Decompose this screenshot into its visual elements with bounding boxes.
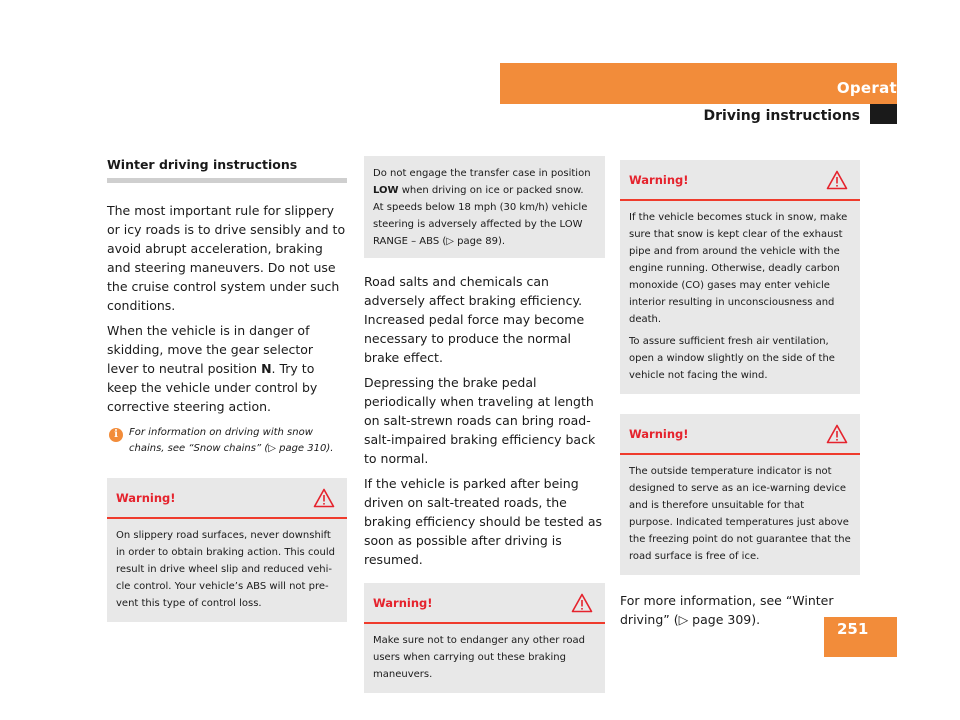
warning-header xyxy=(620,414,860,455)
text-run: when driving on ice or packed snow. At speeds below 18 mph (30 km/h) vehicle steering is adversely affected by the LOW RANGE – ABS (▷ page 89). xyxy=(373,185,588,247)
warning-box xyxy=(620,160,860,394)
header-marker xyxy=(870,104,897,124)
warning-paragraph: If the vehicle becomes stuck in snow, make sure that snow is kept clear of the exhaust pipe and from around the vehicle with the engine running. Otherwise, deadly carbon monoxide (CO) gases may enter vehicle interior resulting in unconsciousness and death. xyxy=(629,212,848,325)
section-title: Operation xyxy=(836,79,924,97)
right-column xyxy=(620,160,860,635)
section-heading: Winter driving instructions xyxy=(107,157,298,172)
info-box xyxy=(364,156,605,258)
gear-position: N xyxy=(261,361,272,376)
paragraph: Road salts and chemicals can adversely affect braking efficiency. Increased pedal force may become necessary to produce the normal brake effect. xyxy=(364,274,585,365)
page-number-box xyxy=(824,617,897,657)
warning-triangle-icon xyxy=(571,593,593,613)
range-label: LOW xyxy=(373,185,399,196)
warning-title: Warning! xyxy=(373,596,433,610)
warning-text: Make sure not to endanger any other road users when carrying out these braking maneuvers. xyxy=(373,635,586,680)
warning-title: Warning! xyxy=(629,427,689,441)
warning-paragraph: To assure sufficient fresh air ventilation, open a window slightly on the side of the vehicle not facing the wind. xyxy=(629,336,835,381)
warning-header xyxy=(620,160,860,201)
warning-header xyxy=(364,583,605,624)
warning-triangle-icon xyxy=(826,170,848,190)
warning-box xyxy=(620,414,860,575)
warning-box xyxy=(107,478,347,622)
page-number: 251 xyxy=(837,620,869,638)
text-run: Do not engage the transfer case in position xyxy=(373,168,591,179)
text-run: . Try to keep the vehicle under control by corrective steering action. xyxy=(107,361,318,414)
info-icon: i xyxy=(109,428,123,442)
warning-header xyxy=(107,478,347,519)
info-note xyxy=(107,425,347,457)
paragraph: Depressing the brake pedal periodically when traveling at length on salt-strewn roads can bring road-salt-impaired braking efficiency back to normal. xyxy=(364,375,596,466)
warning-title: Warning! xyxy=(629,173,689,187)
warning-title: Warning! xyxy=(116,491,176,505)
note-text: For information on driving with snow chains, see “Snow chains” (▷ page 310). xyxy=(129,427,334,454)
warning-triangle-icon xyxy=(313,488,335,508)
warning-text: The outside temperature indicator is not designed to serve as an ice-warning device and is therefore unsuitable for that purpose. Indicated temperatures just above the freezing point do not guarantee that the road surface is free of ice. xyxy=(629,466,851,562)
text-run: When the vehicle is in danger of skidding, move the gear selector lever to neutral position xyxy=(107,323,314,376)
paragraph: For more information, see “Winter driving” (▷ page 309). xyxy=(620,593,834,627)
paragraph: The most important rule for slippery or icy roads is to drive sensibly and to avoid abrupt acceleration, braking and steering maneuvers. Do not use the cruise control system under such conditions. xyxy=(107,203,346,313)
left-column xyxy=(107,157,347,622)
warning-text xyxy=(620,201,860,394)
subsection-title: Driving instructions xyxy=(703,108,860,124)
paragraph: If the vehicle is parked after being driven on salt-treated roads, the braking efficiency should be tested as soon as possible after driving is resumed. xyxy=(364,476,603,567)
warning-triangle-icon xyxy=(826,424,848,444)
paragraph xyxy=(107,321,347,416)
warning-box xyxy=(364,583,605,693)
heading-rule xyxy=(107,178,347,183)
middle-column xyxy=(364,156,605,693)
warning-text: On slippery road surfaces, never downshift in order to obtain braking action. This could result in drive wheel slip and reduced vehi- cle control. Your vehicle’s ABS will not pre- vent this type of control loss. xyxy=(116,530,336,609)
